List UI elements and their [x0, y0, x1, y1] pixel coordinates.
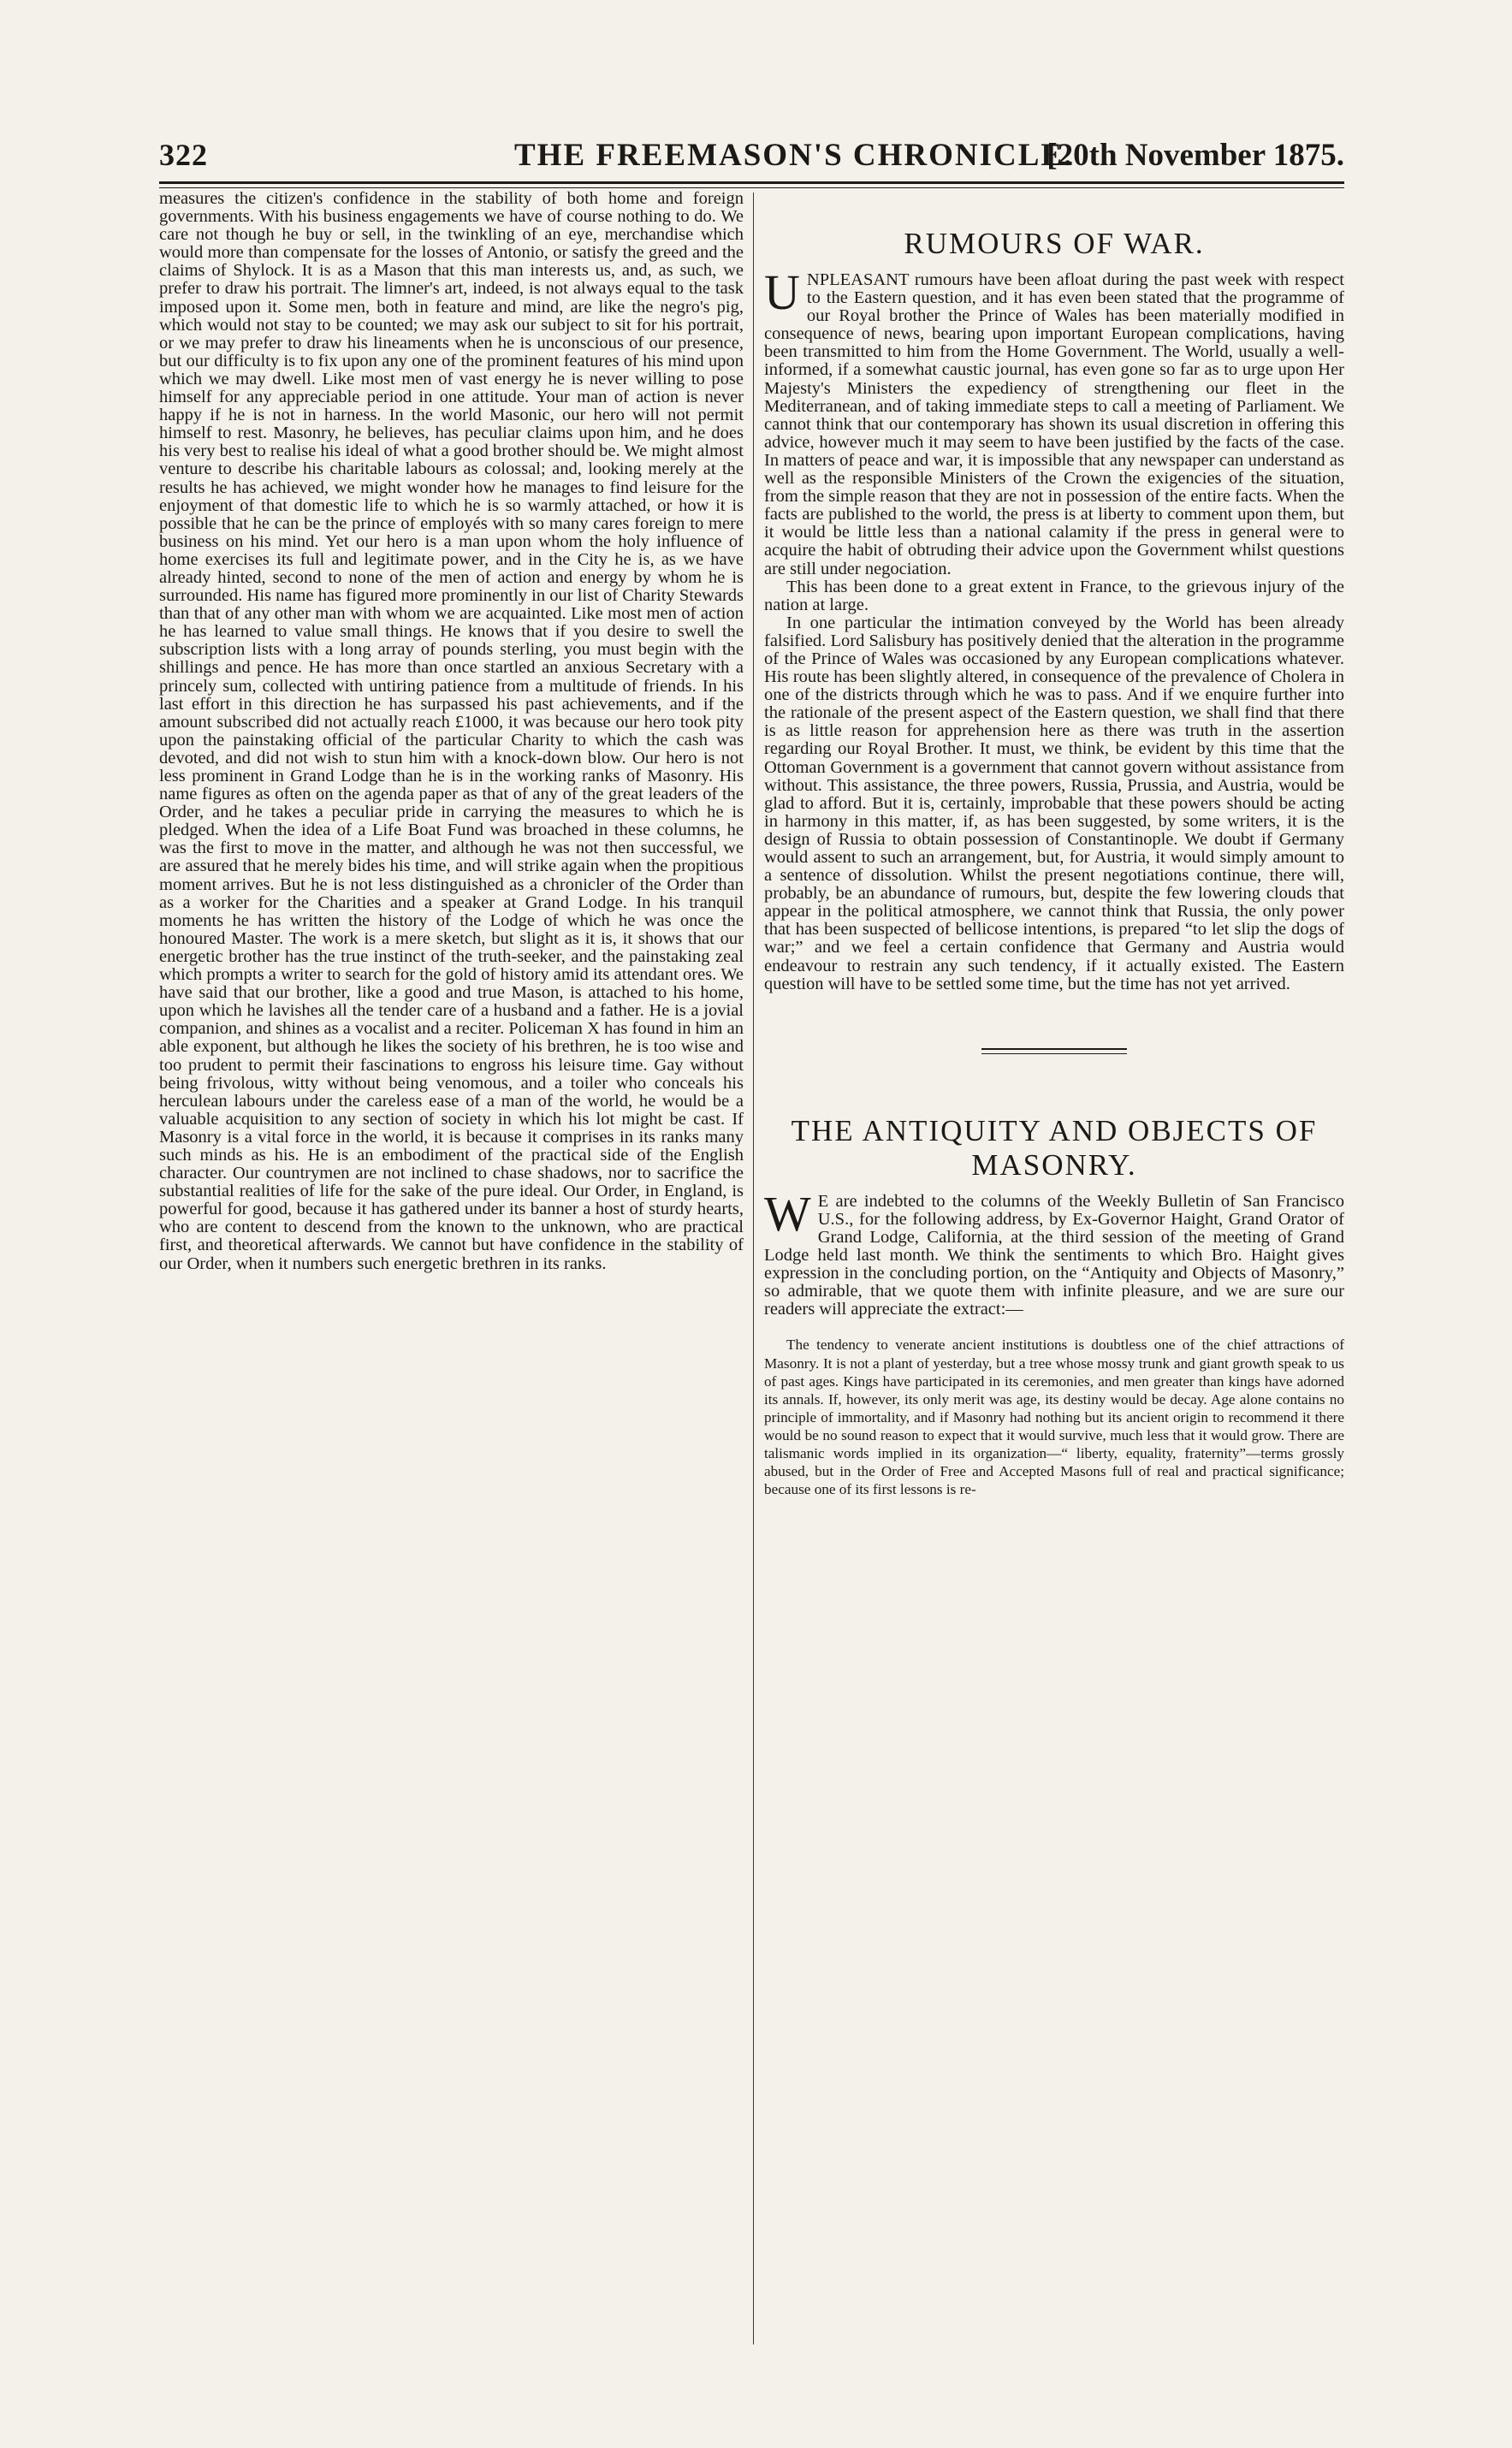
antiquity-intro [764, 1185, 1344, 1319]
page-header [159, 137, 1344, 180]
rumours-drop-cap: U [764, 264, 800, 320]
issue-date: [20th November 1875. [1047, 138, 1344, 173]
rumours-of-war-article [764, 227, 1344, 993]
right-column [764, 190, 1344, 1498]
page-number: 322 [159, 138, 208, 172]
column-divider [753, 193, 754, 2344]
antiquity-intro-text: E are indebted to the columns of the Weekly Bulletin of San Francisco U.S., for the following address, by Ex-Governor Haight, Grand Orator of Grand Lodge, California, at the third session of the meeting of Grand Lodge held last month. We think the sentiments to which Bro. Haight gives expression in the concluding portion, on the “Antiquity and Objects of Masonry,” so admirable, that we quote them with infinite pleasure, and we are sure our readers will appreciate the extract:— [764, 1191, 1344, 1319]
antiquity-quote: The tendency to venerate ancient institutions is doubtless one of the chief attractions of Masonry. It is not a plant of yesterday, but a tree whose mossy trunk and giant growth speak to us of past ages. Kings have participated in its ceremonies, and men greater than kings have adorned its annals. If, however, its only merit was age, its destiny would be decay. Age alone contains no principle of immortality, and if Masonry had nothing but its ancient origin to recommend it there would be no sound reason to expect that it would survive, much less that it would grow. There are talismanic words implied in its organization—“ liberty, equality, fraternity”—terms grossly abused, but in the Order of Free and Accepted Masons full of real and practical significance; because one of its first lessons is re- [764, 1337, 1344, 1498]
rumours-paragraph-3: In one particular the intimation conveyed by the World has been already falsified. Lord Salisbury has positively denied that the alteration in the programme of the Prince of Wales was occasioned by any European complications whatever. His route has been slightly altered, in consequence of the prevalence of Cholera in one of the districts through which he was to pass. And if we enquire further into the rationale of the present aspect of the Eastern question, we shall find that there is as little reason for apprehension here as there was truth in the assertion regarding our Royal Brother. It must, we think, be evident by this time that the Ottoman Government is a government that cannot govern without assistance from without. This assistance, the three powers, Russia, Prussia, and Austria, would be glad to afford. But it is, certainly, improbable that these powers should be acting in harmony in this matter, if, as has been suggested, by some writers, it is the design of Russia to obtain possession of Constantinople. We doubt if Germany would assent to such an arrangement, but, for Austria, it would simply amount to a sentence of dissolution. Whilst the present negotiations continue, there will, probably, be an abundance of rumours, but, despite the few lowering clouds that appear in the political atmosphere, we cannot think that Russia, the only power that has been suspected of bellicose intentions, is prepared “to let slip the dogs of war;” and we feel a certain confidence that Germany and Austria would endeavour to restrain any such tendency, if it actually existed. The Eastern question will have to be settled some time, but the time has not yet arrived. [764, 613, 1344, 993]
rumours-heading: RUMOURS OF WAR. [904, 227, 1205, 260]
rumours-paragraph-1-text: NPLEASANT rumours have been afloat during the past week with respect to the Eastern question, and it has even been stated that the programme of our Royal brother the Prince of Wales has been materially modified in consequence of news, bearing upon important European complications, having been transmitted to him from the Home Government. The World, usually a well-informed, if a somewhat caustic journal, has even gone so far as to urge upon Her Majesty's Ministers the expediency of strengthening our fleet in the Mediterranean, and of taking immediate steps to call a meeting of Parliament. We cannot think that our contemporary has shown its usual discretion in offering this advice, however much it may seem to have been justified by the facts of the case. In matters of peace and war, it is impossible that any newspaper can understand as well as the responsible Ministers of the Crown the exigencies of the situation, from the simple reason that they are not in possession of the entire facts. When the facts are published to the world, the press is at liberty to comment upon them, but it would be little less than a national calamity if the press in general were to acquire the habit of obtruding their advice upon the Government whilst questions are still under negociation. [764, 270, 1344, 578]
left-column [159, 190, 744, 1273]
rumours-paragraph-2: This has been done to a great extent in France, to the grievous injury of the nation at large. [764, 577, 1344, 614]
left-article-body: measures the citizen's confidence in the stability of both home and foreign governments. With his business engagements we have of course nothing to do. We care not though he buy or sell, in the twinkling of an eye, merchandise which would more than compensate for the losses of Antonio, or satisfy the greed and the claims of Shylock. It is as a Mason that this man interests us, and, as such, we prefer to draw his portrait. The limner's art, indeed, is not always equal to the task imposed upon it. Some men, both in feature and mind, are like the negro's pig, which would not stay to be counted; we may ask our subject to sit for his portrait, or we may prefer to draw his lineaments when he is unconscious of our presence, but our difficulty is to fix upon any one of the prominent features of his mind upon which we may dwell. Like most men of vast energy he is never willing to pose himself for any appreciable period in one attitude. Your man of action is never happy if he is not in harness. In the world Masonic, our hero will not permit himself to rest. Masonry, he believes, has peculiar claims upon him, and he does his very best to realise his ideal of what a good brother should be. We might almost venture to describe his charitable labours as colossal; and, looking merely at the results he has achieved, we might wonder how he manages to find leisure for the enjoyment of that domestic life to which he is so warmly attached, or how it is possible that he can be the prince of employés with so many cares foreign to mere business on his mind. Yet our hero is a man upon whom the holy influence of home exercises its full and legitimate power, and in the City he is, as we have already hinted, second to none of the men of action and energy by whom he is surrounded. His name has figured more prominently in our list of Charity Stewards than that of any other man with whom we are acquainted. Like most men of action he has learned to value small things. He knows that if you desire to swell the subscription lists with a long array of pounds sterling, you must begin with the shillings and pence. He has more than once startled an anxious Secretary with a princely sum, collected with untiring patience from a multitude of friends. In his last effort in this direction he has surpassed his past achievements, and if the amount subscribed did not actually reach £1000, it was because our hero took pity upon the painstaking official of the particular Charity to which the cash was devoted, and did not wish to stun him with a knock-down blow. Our hero is not less prominent in Grand Lodge than he is in the working ranks of Masonry. His name figures as often on the agenda paper as that of any of the great leaders of the Order, and he takes a peculiar pride in carrying the measures to which he is pledged. When the idea of a Life Boat Fund was broached in these columns, he was the first to move in the matter, and although he was not then successful, we are assured that he merely bides his time, and will strike again when the propitious moment arrives. But he is not less distinguished as a chronicler of the Order than as a worker for the Charities and a speaker at Grand Lodge. In his tranquil moments he has written the history of the Lodge of which he was once the honoured Master. The work is a mere sketch, but slight as it is, it shows that our energetic brother has the true instinct of the truth-seeker, and the painstaking zeal which prompts a writer to search for the gold of history amid its attendant ores. We have said that our brother, like a good and true Mason, is attached to his home, upon which he lavishes all the tender care of a husband and a father. He is a jovial companion, and shines as a vocalist and a reciter. Policeman X has found in him an able exponent, but although he likes the society of his brethren, he is too wise and too prudent to permit their fascinations to engross his leisure time. Gay without being frivolous, witty without being venomous, and a toiler who conceals his herculean labours under the careless ease of a man of the world, he would be a valuable acquisition to any section of society in which his lot might be cast. If Masonry is a vital force in the world, it is because it comprises in its ranks many such minds as his. He is an embodiment of the practical side of the English character. Our countrymen are not inclined to chase shadows, nor to sacrifice the substantial realities of life for the sake of the pure ideal. Our Order, in England, is powerful for good, because it has gathered under its banner a host of sturdy hearts, who are content to descend from the known to the unknown, who are practical first, and theoretical afterwards. We cannot but have confidence in the stability of our Order, when it numbers such energetic brethren in its ranks. [159, 189, 744, 1273]
header-rule-thin [159, 187, 1344, 188]
divider-line-thick [981, 1048, 1127, 1050]
rumours-paragraph-1 [764, 264, 1344, 578]
section-divider [981, 1048, 1127, 1054]
antiquity-article [764, 1114, 1344, 1499]
divider-line-thin [981, 1053, 1127, 1054]
masthead-title: THE FREEMASON'S CHRONICLE. [514, 138, 1074, 173]
antiquity-heading: THE ANTIQUITY AND OBJECTS OF MASONRY. [791, 1113, 1318, 1182]
antiquity-drop-cap: W [764, 1185, 811, 1242]
header-rule [159, 181, 1344, 184]
